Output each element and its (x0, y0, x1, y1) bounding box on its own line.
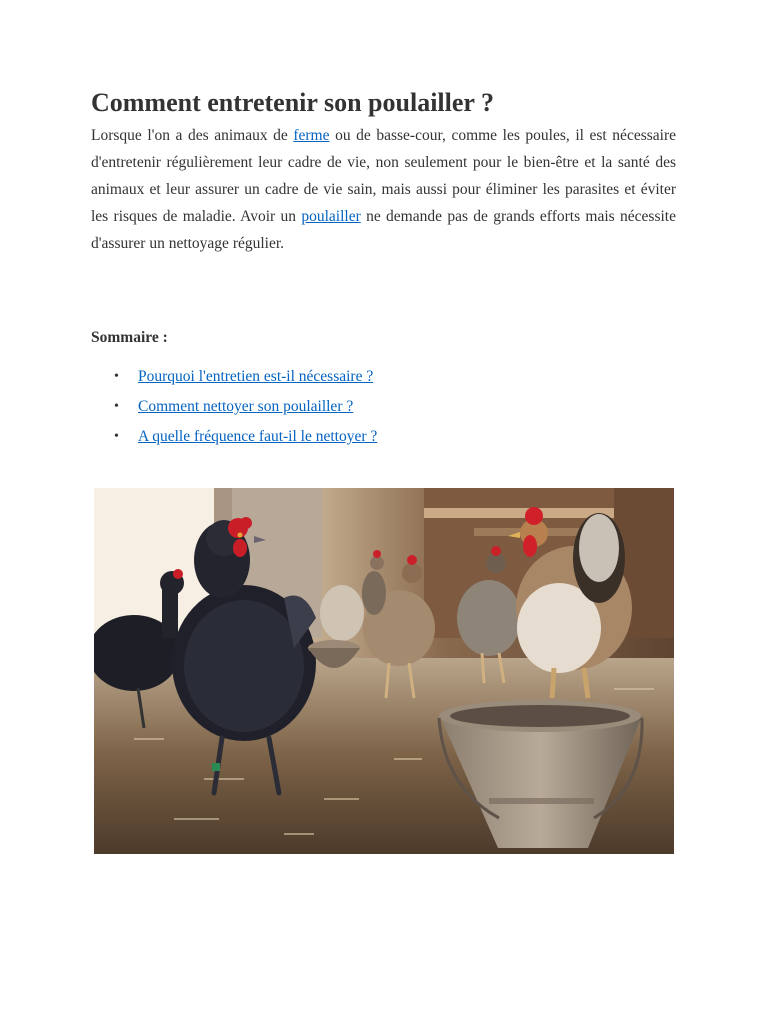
intro-text-3: ne demande pas de grands efforts mais nécessite d'assurer un nettoyage régulier. (91, 208, 676, 252)
intro-text-1: Lorsque l'on a des animaux de (91, 127, 294, 144)
toc-item (114, 366, 676, 388)
sommaire-heading: Sommaire : (91, 329, 168, 346)
bullet-icon: • (114, 429, 119, 444)
chicken-coop-photo (94, 488, 674, 854)
toc-link-comment[interactable]: Comment nettoyer son poulailler ? (138, 398, 354, 415)
intro-text-2: ou de basse-cour, comme les poules, il est nécessaire d'entretenir régulièrement leur cadre de vie, non seulement pour le bien-être et la santé des animaux et leur assurer un cadre de vie sain, mais aussi pour éliminer les parasites et éviter les risques de maladie. Avoir un (91, 127, 676, 225)
article-content (91, 86, 676, 456)
chickens-illustration (94, 488, 674, 854)
bullet-icon: • (114, 369, 119, 384)
bullet-icon: • (114, 399, 119, 414)
table-of-contents (91, 366, 676, 448)
toc-link-pourquoi[interactable]: Pourquoi l'entretien est-il nécessaire ? (138, 368, 374, 385)
intro-paragraph (91, 122, 676, 257)
poulailler-link[interactable]: poulailler (301, 208, 361, 225)
article-title: Comment entretenir son poulailler ? (91, 88, 494, 117)
ferme-link[interactable]: ferme (293, 127, 330, 144)
toc-item (114, 396, 676, 418)
toc-item (114, 426, 676, 448)
toc-link-frequence[interactable]: A quelle fréquence faut-il le nettoyer ? (138, 428, 378, 445)
